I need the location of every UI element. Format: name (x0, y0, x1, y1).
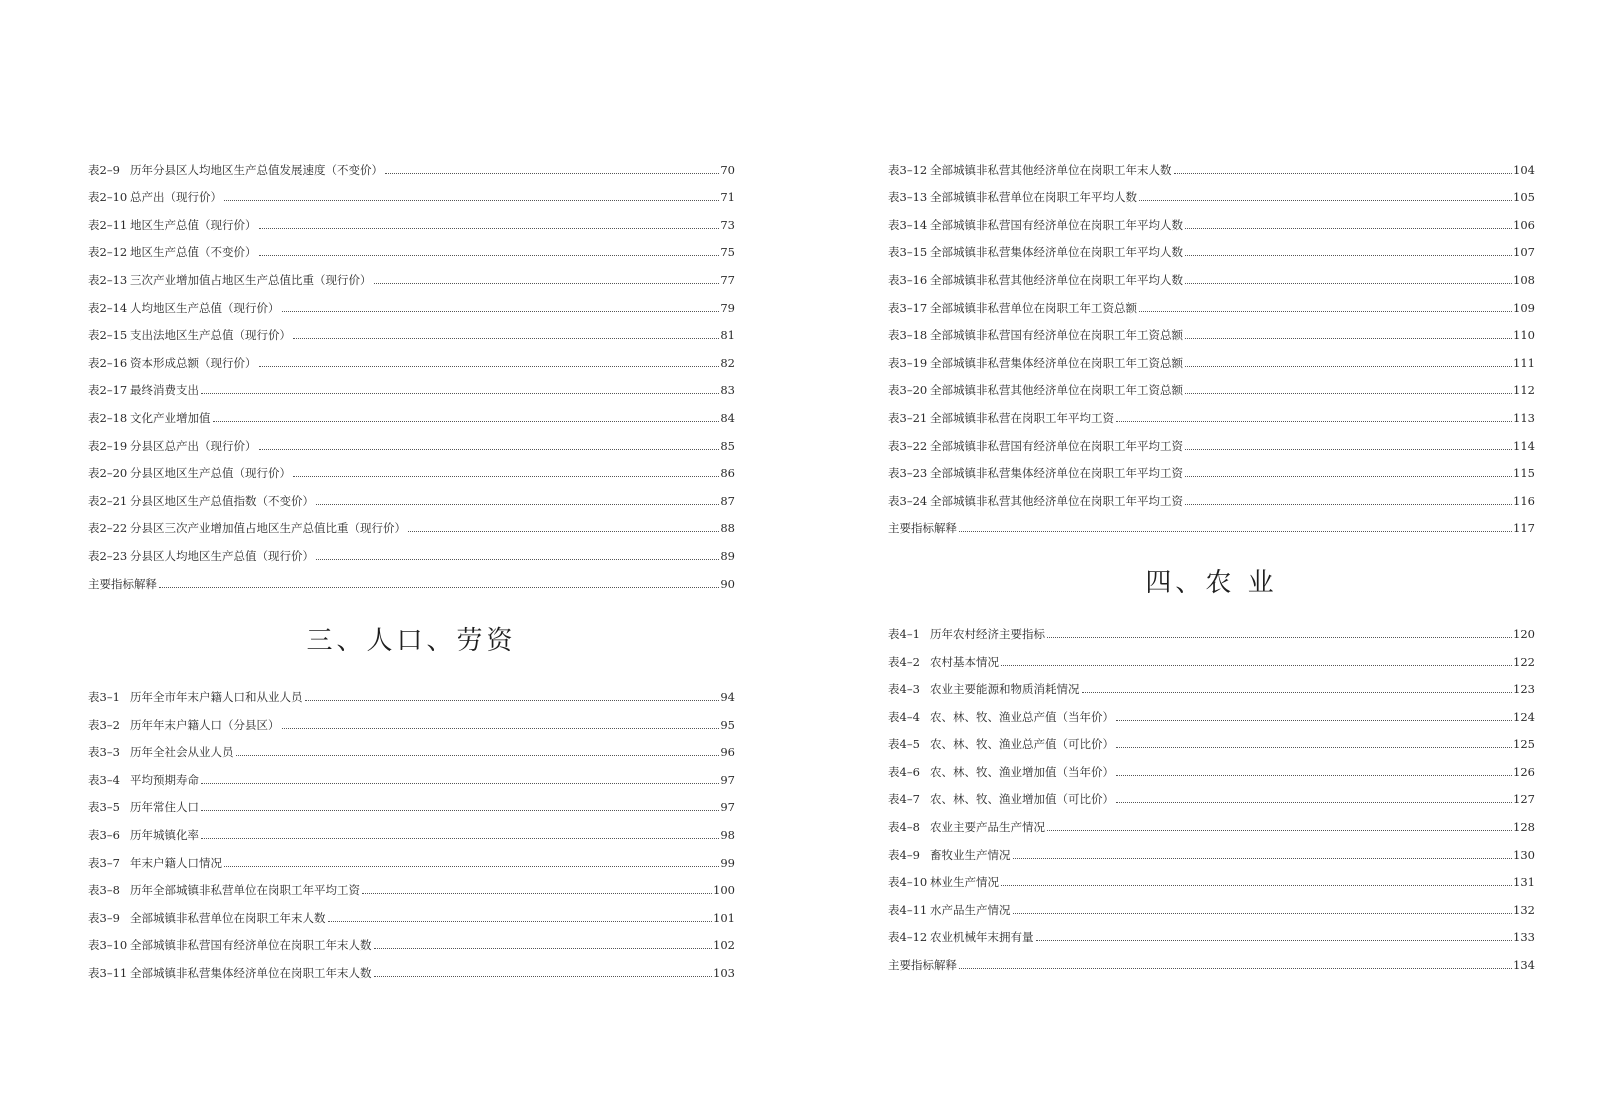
dot-leader (224, 200, 719, 201)
toc-entry-page-number: 125 (1513, 737, 1535, 752)
dot-leader (201, 810, 719, 811)
toc-entry[interactable] (888, 696, 1535, 724)
dot-leader (1174, 173, 1513, 174)
toc-entry-page-number: 102 (713, 938, 735, 953)
dot-leader (159, 587, 719, 588)
dot-leader (1185, 366, 1512, 367)
toc-entry-title: 分县区人均地区生产总值（现行价） (130, 548, 314, 563)
toc-entry-title: 全部城镇非私营集体经济单位在岗职工年末人数 (130, 966, 372, 981)
toc-entry-code: 表4–10 (888, 875, 928, 890)
dot-leader (236, 755, 720, 756)
toc-entry-title: 全部城镇非私营其他经济单位在岗职工年工资总额 (930, 383, 1183, 398)
toc-entry-code: 表2–18 (88, 410, 128, 425)
toc-entry-page-number: 94 (720, 690, 735, 705)
dot-leader (201, 838, 719, 839)
toc-entry-page-number: 95 (720, 717, 735, 732)
dot-leader (1047, 637, 1512, 638)
toc-entry-page-number: 77 (720, 272, 735, 287)
dot-leader (259, 255, 720, 256)
toc-entry[interactable] (888, 862, 1535, 890)
dot-leader (959, 531, 1512, 532)
toc-list-section-4 (888, 613, 1535, 972)
toc-entry-title: 总产出（现行价） (130, 190, 222, 205)
toc-entry[interactable] (888, 480, 1535, 508)
dot-leader (1185, 338, 1512, 339)
toc-entry[interactable] (88, 177, 735, 205)
toc-entry-page-number: 107 (1513, 245, 1535, 260)
toc-entry-page-number: 134 (1513, 958, 1535, 973)
toc-entry-code: 表3–2 (88, 717, 120, 732)
dot-leader (316, 559, 719, 560)
toc-entry-page-number: 85 (720, 438, 735, 453)
toc-entry[interactable] (888, 315, 1535, 343)
toc-entry-code: 表3–24 (888, 493, 928, 508)
toc-entry-page-number: 99 (720, 855, 735, 870)
toc-entry-title: 分县区地区生产总值指数（不变价） (130, 493, 314, 508)
toc-entry[interactable] (88, 897, 735, 925)
dot-leader (1116, 747, 1512, 748)
toc-entry-title: 农、林、牧、渔业总产值（当年价） (930, 709, 1114, 724)
right-page (888, 149, 1535, 972)
toc-entry[interactable] (888, 917, 1535, 945)
toc-entry[interactable] (88, 732, 735, 760)
toc-entry[interactable] (888, 149, 1535, 177)
dot-leader (305, 700, 720, 701)
toc-entry-code: 表3–23 (888, 466, 928, 481)
toc-entry[interactable] (888, 232, 1535, 260)
toc-entry[interactable] (888, 397, 1535, 425)
toc-entry-page-number: 124 (1513, 709, 1535, 724)
toc-entry[interactable] (888, 204, 1535, 232)
toc-entry-code: 表3–13 (888, 190, 928, 205)
toc-list-section-3 (88, 677, 735, 981)
dot-leader (385, 173, 719, 174)
toc-entry-title: 全部城镇非私营单位在岗职工年工资总额 (930, 300, 1137, 315)
toc-entry-page-number: 112 (1513, 383, 1535, 398)
toc-entry-title: 畜牧业生产情况 (930, 847, 1011, 862)
toc-entry-code: 表3–19 (888, 355, 928, 370)
toc-entry-code: 表4–4 (888, 709, 920, 724)
toc-entry[interactable] (888, 287, 1535, 315)
toc-entry-page-number: 97 (720, 772, 735, 787)
toc-entry-code: 表2–12 (88, 245, 128, 260)
toc-entry[interactable] (888, 889, 1535, 917)
toc-entry[interactable] (88, 787, 735, 815)
toc-entry[interactable] (88, 870, 735, 898)
toc-entry-code: 表2–10 (88, 190, 128, 205)
toc-entry-title: 农业机械年末拥有量 (930, 930, 1034, 945)
dot-leader (293, 338, 719, 339)
toc-entry-page-number: 79 (720, 300, 735, 315)
toc-entry-title: 历年全部城镇非私营单位在岗职工年平均工资 (130, 883, 360, 898)
toc-entry-title: 主要指标解释 (88, 576, 157, 591)
toc-entry[interactable] (888, 425, 1535, 453)
dot-leader (259, 228, 720, 229)
toc-entry[interactable] (888, 259, 1535, 287)
dot-leader (1185, 255, 1512, 256)
toc-entry-page-number: 110 (1513, 328, 1535, 343)
toc-entry[interactable] (88, 704, 735, 732)
toc-entry-page-number: 71 (720, 190, 735, 205)
dot-leader (328, 921, 713, 922)
toc-entry-page-number: 96 (720, 745, 735, 760)
toc-entry-code: 表3–15 (888, 245, 928, 260)
dot-leader (224, 866, 719, 867)
toc-entry-code: 表3–18 (888, 328, 928, 343)
toc-entry[interactable] (88, 453, 735, 481)
section-heading-agriculture: 四、农 业 (1145, 568, 1278, 599)
toc-entry-page-number: 103 (713, 966, 735, 981)
toc-entry-title: 全部城镇非私营其他经济单位在岗职工年平均人数 (930, 272, 1183, 287)
toc-entry-code: 表2–21 (88, 493, 128, 508)
dot-leader (1001, 665, 1512, 666)
toc-entry-title: 人均地区生产总值（现行价） (130, 300, 280, 315)
toc-entry-page-number: 128 (1513, 820, 1535, 835)
toc-entry-code: 表2–11 (88, 217, 128, 232)
toc-entry-title: 分县区地区生产总值（现行价） (130, 466, 291, 481)
toc-entry[interactable] (88, 259, 735, 287)
toc-entry[interactable] (888, 834, 1535, 862)
dot-leader (213, 421, 720, 422)
toc-entry-code: 表3–4 (88, 772, 120, 787)
toc-entry-code: 表2–17 (88, 383, 128, 398)
toc-entry-code: 表2–14 (88, 300, 128, 315)
toc-entry-title: 历年全市年末户籍人口和从业人员 (130, 690, 303, 705)
toc-entry-page-number: 83 (720, 383, 735, 398)
dot-leader (1013, 858, 1513, 859)
toc-entry-page-number: 101 (713, 910, 735, 925)
dot-leader (374, 976, 713, 977)
left-page (88, 149, 735, 980)
toc-entry-page-number: 88 (720, 521, 735, 536)
toc-entry[interactable] (888, 806, 1535, 834)
toc-entry-page-number: 81 (720, 328, 735, 343)
dot-leader (1036, 940, 1513, 941)
toc-entry-title: 历年常住人口 (130, 800, 199, 815)
toc-entry-title: 支出法地区生产总值（现行价） (130, 328, 291, 343)
toc-entry-code: 表3–7 (88, 855, 120, 870)
toc-entry[interactable] (888, 641, 1535, 669)
dot-leader (1185, 393, 1512, 394)
toc-entry-title: 年末户籍人口情况 (130, 855, 222, 870)
toc-list-section-3-continued (888, 149, 1535, 535)
toc-entry[interactable] (888, 508, 1535, 536)
toc-entry-code: 表2–19 (88, 438, 128, 453)
toc-entry-title: 全部城镇非私营国有经济单位在岗职工年工资总额 (930, 328, 1183, 343)
dot-leader (1185, 476, 1512, 477)
toc-entry-code: 表2–15 (88, 328, 128, 343)
dot-leader (1185, 228, 1512, 229)
toc-entry-code: 表3–21 (888, 410, 928, 425)
toc-entry-code: 表3–5 (88, 800, 120, 815)
toc-entry-title: 历年分县区人均地区生产总值发展速度（不变价） (130, 162, 383, 177)
toc-entry-page-number: 113 (1513, 410, 1535, 425)
dot-leader (316, 504, 719, 505)
toc-entry-page-number: 90 (720, 576, 735, 591)
dot-leader (1116, 720, 1512, 721)
dot-leader (959, 968, 1512, 969)
toc-entry-title: 农、林、牧、渔业总产值（可比价） (930, 737, 1114, 752)
dot-leader (201, 783, 719, 784)
toc-entry[interactable] (88, 952, 735, 980)
toc-entry[interactable] (888, 751, 1535, 779)
toc-entry-code: 表2–23 (88, 548, 128, 563)
toc-entry-page-number: 116 (1513, 493, 1535, 508)
dot-leader (1082, 692, 1513, 693)
toc-entry[interactable] (888, 724, 1535, 752)
toc-entry-title: 全部城镇非私营单位在岗职工年末人数 (130, 910, 326, 925)
toc-entry-title: 全部城镇非私营集体经济单位在岗职工年工资总额 (930, 355, 1183, 370)
toc-entry-title: 全部城镇非私营集体经济单位在岗职工年平均工资 (930, 466, 1183, 481)
toc-entry[interactable] (88, 315, 735, 343)
toc-entry-title: 地区生产总值（不变价） (130, 245, 257, 260)
toc-entry-code: 表4–3 (888, 682, 920, 697)
toc-entry-page-number: 127 (1513, 792, 1535, 807)
toc-entry[interactable] (88, 370, 735, 398)
toc-entry-title: 全部城镇非私营国有经济单位在岗职工年平均工资 (930, 438, 1183, 453)
toc-entry-code: 表4–1 (888, 626, 920, 641)
toc-entry-page-number: 130 (1513, 847, 1535, 862)
toc-entry-code: 表2–20 (88, 466, 128, 481)
dot-leader (1116, 421, 1512, 422)
toc-entry-page-number: 123 (1513, 682, 1535, 697)
toc-entry-page-number: 97 (720, 800, 735, 815)
toc-entry-title: 三次产业增加值占地区生产总值比重（现行价） (130, 272, 372, 287)
toc-entry[interactable] (88, 342, 735, 370)
toc-entry-code: 表3–8 (88, 883, 120, 898)
toc-entry-page-number: 70 (720, 162, 735, 177)
dot-leader (374, 283, 720, 284)
toc-list-section-2 (88, 149, 735, 591)
toc-entry-page-number: 89 (720, 548, 735, 563)
toc-entry[interactable] (888, 177, 1535, 205)
toc-entry-title: 农、林、牧、渔业增加值（可比价） (930, 792, 1114, 807)
toc-entry[interactable] (88, 925, 735, 953)
dot-leader (1013, 913, 1513, 914)
toc-entry-title: 历年年末户籍人口（分县区） (130, 717, 280, 732)
dot-leader (362, 893, 712, 894)
toc-entry-page-number: 122 (1513, 654, 1535, 669)
toc-entry-code: 表3–12 (888, 162, 928, 177)
dot-leader (201, 393, 719, 394)
toc-entry-code: 表2–13 (88, 272, 128, 287)
toc-entry[interactable] (88, 535, 735, 563)
toc-entry-title: 全部城镇非私营集体经济单位在岗职工年平均人数 (930, 245, 1183, 260)
toc-entry-title: 主要指标解释 (888, 958, 957, 973)
toc-entry-code: 表2–9 (88, 162, 120, 177)
toc-entry-code: 表3–9 (88, 910, 120, 925)
toc-entry-title: 全部城镇非私营其他经济单位在岗职工年末人数 (930, 162, 1172, 177)
toc-entry[interactable] (888, 453, 1535, 481)
toc-entry-page-number: 133 (1513, 930, 1535, 945)
toc-entry[interactable] (88, 508, 735, 536)
toc-entry[interactable] (888, 779, 1535, 807)
toc-entry-code: 表4–7 (888, 792, 920, 807)
toc-entry[interactable] (88, 397, 735, 425)
toc-entry-code: 表4–9 (888, 847, 920, 862)
toc-entry-page-number: 100 (713, 883, 735, 898)
toc-entry-code: 表4–6 (888, 764, 920, 779)
toc-entry-title: 最终消费支出 (130, 383, 199, 398)
toc-entry[interactable] (88, 480, 735, 508)
toc-entry-code: 表4–11 (888, 902, 928, 917)
toc-entry[interactable] (88, 232, 735, 260)
toc-entry-page-number: 114 (1513, 438, 1535, 453)
toc-entry-page-number: 84 (720, 410, 735, 425)
dot-leader (1116, 802, 1512, 803)
toc-entry[interactable] (888, 669, 1535, 697)
toc-entry-page-number: 82 (720, 355, 735, 370)
toc-entry-code: 表3–16 (888, 272, 928, 287)
toc-entry-page-number: 108 (1513, 272, 1535, 287)
toc-entry-code: 表3–6 (88, 828, 120, 843)
toc-entry[interactable] (88, 204, 735, 232)
dot-leader (1185, 504, 1512, 505)
toc-entry-code: 表4–8 (888, 820, 920, 835)
toc-entry-code: 表3–10 (88, 938, 128, 953)
toc-entry-page-number: 132 (1513, 902, 1535, 917)
toc-entry[interactable] (888, 944, 1535, 972)
toc-entry-code: 表3–11 (88, 966, 128, 981)
toc-entry-page-number: 126 (1513, 764, 1535, 779)
toc-entry-page-number: 87 (720, 493, 735, 508)
dot-leader (259, 366, 720, 367)
toc-entry[interactable] (88, 759, 735, 787)
toc-entry-code: 表3–1 (88, 690, 120, 705)
toc-entry[interactable] (88, 149, 735, 177)
dot-leader (1185, 449, 1512, 450)
toc-entry-title: 农业主要能源和物质消耗情况 (930, 682, 1080, 697)
toc-entry[interactable] (888, 342, 1535, 370)
toc-entry-page-number: 104 (1513, 162, 1535, 177)
toc-entry-page-number: 115 (1513, 466, 1535, 481)
toc-entry-page-number: 75 (720, 245, 735, 260)
toc-entry-title: 资本形成总额（现行价） (130, 355, 257, 370)
toc-entry-title: 历年农村经济主要指标 (930, 626, 1045, 641)
toc-entry-page-number: 73 (720, 217, 735, 232)
toc-entry-code: 表4–12 (888, 930, 928, 945)
dot-leader (1047, 830, 1512, 831)
toc-entry-page-number: 105 (1513, 190, 1535, 205)
toc-entry[interactable] (88, 287, 735, 315)
dot-leader (293, 476, 719, 477)
toc-entry-title: 农村基本情况 (930, 654, 999, 669)
dot-leader (1185, 283, 1512, 284)
toc-entry-title: 历年全社会从业人员 (130, 745, 234, 760)
toc-entry-title: 文化产业增加值 (130, 410, 211, 425)
toc-entry[interactable] (88, 563, 735, 591)
dot-leader (1001, 885, 1512, 886)
toc-entry-code: 表2–22 (88, 521, 128, 536)
toc-entry-title: 地区生产总值（现行价） (130, 217, 257, 232)
toc-entry[interactable] (88, 842, 735, 870)
toc-entry-title: 水产品生产情况 (930, 902, 1011, 917)
toc-entry-title: 全部城镇非私营其他经济单位在岗职工年平均工资 (930, 493, 1183, 508)
toc-entry-page-number: 131 (1513, 875, 1535, 890)
toc-entry-code: 表4–5 (888, 737, 920, 752)
toc-entry[interactable] (888, 370, 1535, 398)
toc-entry-code: 表2–16 (88, 355, 128, 370)
section-heading-population-labor: 三、人口、劳资 (306, 625, 517, 656)
toc-entry-page-number: 109 (1513, 300, 1535, 315)
toc-entry-title: 林业生产情况 (930, 875, 999, 890)
toc-entry-title: 平均预期寿命 (130, 772, 199, 787)
toc-entry-page-number: 117 (1513, 521, 1535, 536)
toc-entry-code: 表3–3 (88, 745, 120, 760)
toc-entry-code: 表3–14 (888, 217, 928, 232)
toc-entry-title: 全部城镇非私营单位在岗职工年平均人数 (930, 190, 1137, 205)
toc-entry-title: 全部城镇非私营国有经济单位在岗职工年平均人数 (930, 217, 1183, 232)
toc-entry-title: 全部城镇非私营在岗职工年平均工资 (930, 410, 1114, 425)
toc-entry-title: 农业主要产品生产情况 (930, 820, 1045, 835)
toc-entry-page-number: 86 (720, 466, 735, 481)
toc-entry-code: 表3–20 (888, 383, 928, 398)
toc-entry-page-number: 98 (720, 828, 735, 843)
toc-entry-page-number: 106 (1513, 217, 1535, 232)
dot-leader (259, 449, 720, 450)
toc-entry[interactable] (88, 814, 735, 842)
toc-entry-page-number: 120 (1513, 626, 1535, 641)
dot-leader (1116, 775, 1512, 776)
dot-leader (408, 531, 719, 532)
dot-leader (1139, 311, 1512, 312)
dot-leader (374, 948, 713, 949)
toc-entry-code: 表4–2 (888, 654, 920, 669)
toc-entry[interactable] (88, 677, 735, 705)
toc-entry-code: 表3–22 (888, 438, 928, 453)
dot-leader (1139, 200, 1512, 201)
toc-entry-title: 分县区三次产业增加值占地区生产总值比重（现行价） (130, 521, 406, 536)
dot-leader (282, 728, 720, 729)
toc-entry[interactable] (88, 425, 735, 453)
toc-entry-title: 全部城镇非私营国有经济单位在岗职工年末人数 (130, 938, 372, 953)
toc-entry-page-number: 111 (1513, 355, 1535, 370)
toc-entry-title: 农、林、牧、渔业增加值（当年价） (930, 764, 1114, 779)
toc-entry-title: 分县区总产出（现行价） (130, 438, 257, 453)
toc-entry[interactable] (888, 613, 1535, 641)
toc-entry-title: 历年城镇化率 (130, 828, 199, 843)
dot-leader (282, 311, 720, 312)
toc-entry-code: 表3–17 (888, 300, 928, 315)
toc-entry-title: 主要指标解释 (888, 521, 957, 536)
